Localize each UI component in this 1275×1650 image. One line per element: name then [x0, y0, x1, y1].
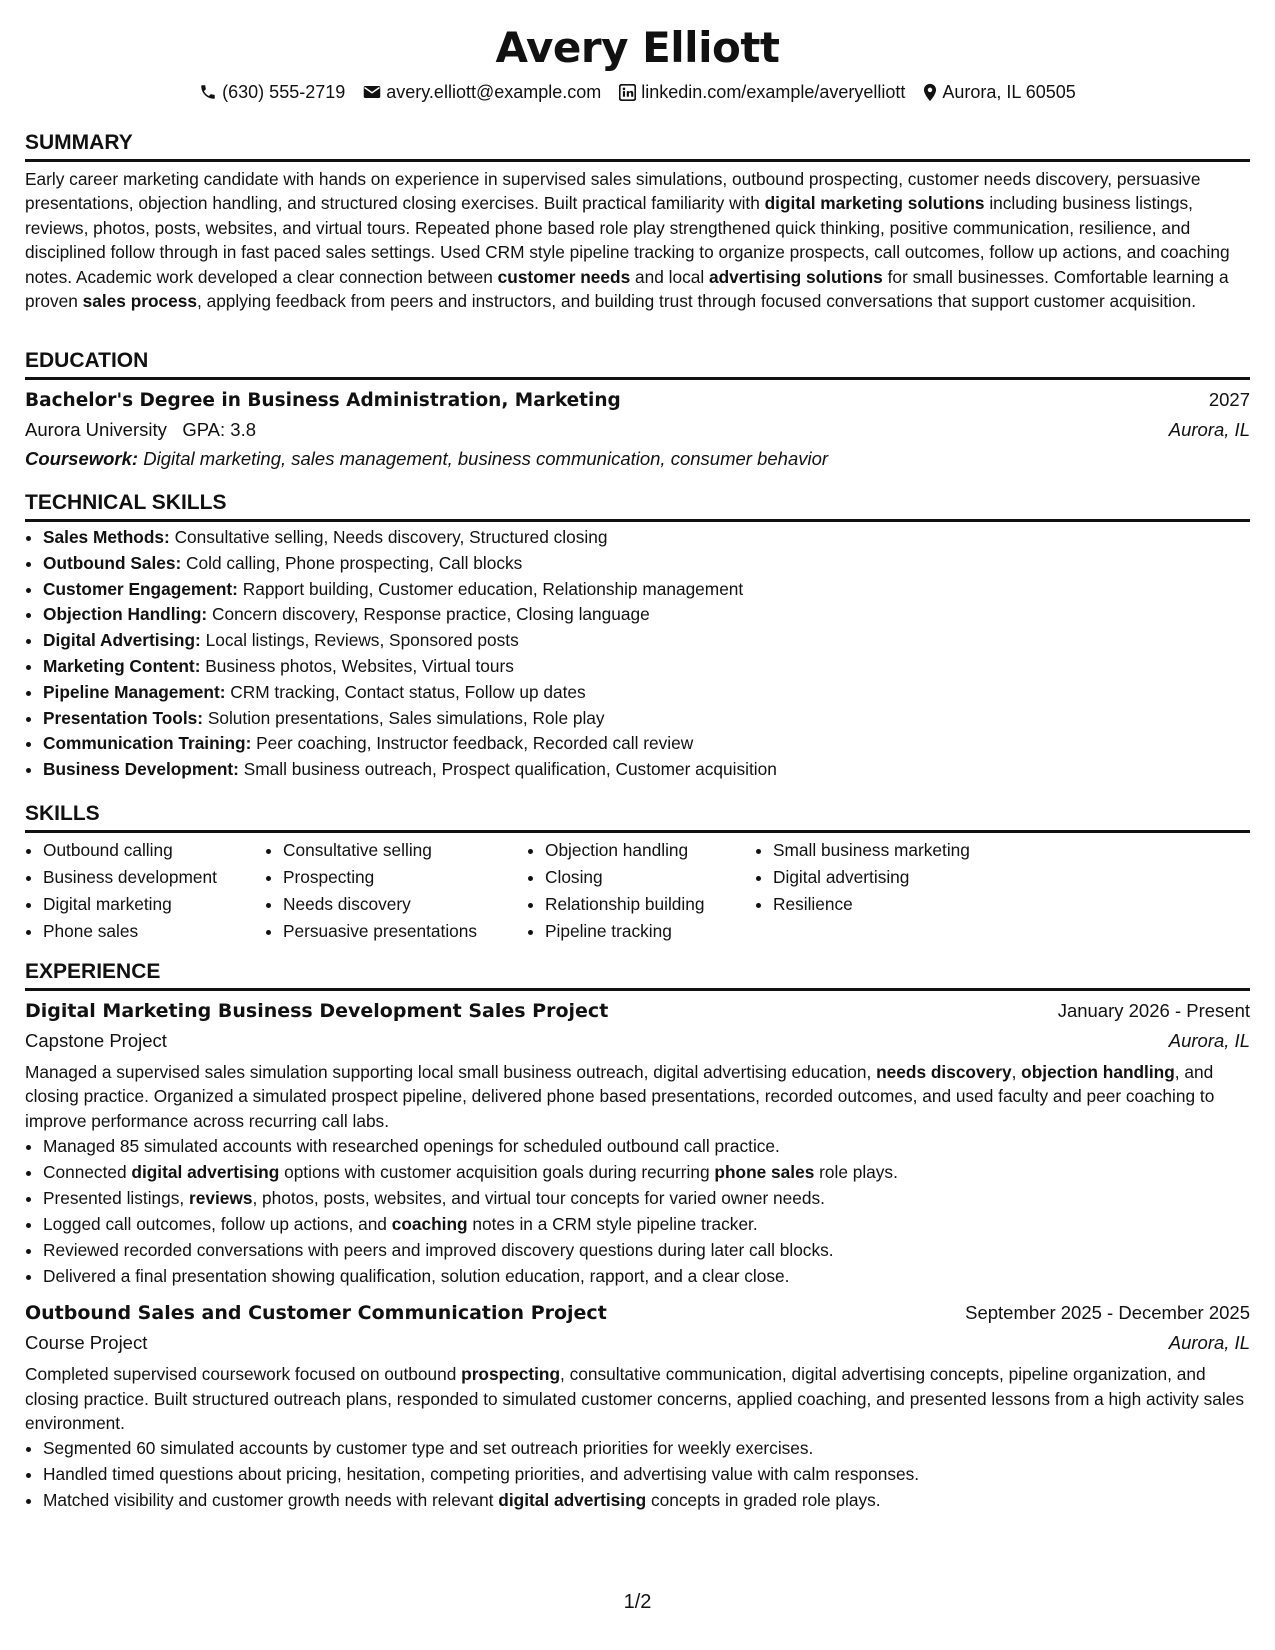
- skill-item: • Relationship building: [545, 891, 755, 918]
- experience-summary: [25, 1362, 1250, 1435]
- envelope-icon: [363, 84, 381, 100]
- section-title-technical-skills: TECHNICAL SKILLS: [25, 490, 1250, 522]
- text-run: Reviewed recorded conversations with peers and improved discovery questions during later call blocks.: [43, 1240, 834, 1261]
- technical-skill-value: CRM tracking, Contact status, Follow up dates: [225, 681, 586, 702]
- skills-section: [25, 801, 1250, 945]
- technical-skill-value: Solution presentations, Sales simulations, Role play: [203, 707, 605, 728]
- technical-skill-value: Small business outreach, Prospect qualification, Customer acquisition: [238, 759, 777, 780]
- text-run: Connected: [43, 1162, 132, 1183]
- text-run: for small businesses. Comfortable learning a proven: [25, 266, 1229, 312]
- text-run: , consultative communication, digital advertising concepts, pipeline organization, and closing practice. Built structured outreach plans, responded to simulated customer concerns, applied coaching, and presented lessons from a high activity sales environment.: [25, 1364, 1244, 1434]
- text-run: Managed 85 simulated accounts with researched openings for scheduled outbound call practice.: [43, 1136, 780, 1157]
- experience-title: Outbound Sales and Customer Communication Project: [25, 1302, 607, 1325]
- emphasis-text: phone sales: [714, 1162, 815, 1183]
- text-run: Presented listings,: [43, 1188, 190, 1209]
- technical-skill-label: Pipeline Management:: [43, 681, 226, 702]
- text-run: Managed a supervised sales simulation supporting local small business outreach, digital advertising education,: [25, 1062, 877, 1082]
- skill-item: • Closing: [545, 864, 755, 891]
- section-title-summary: SUMMARY: [25, 130, 1250, 162]
- experience-bullet: [43, 1185, 1250, 1211]
- text-run: ,: [1011, 1062, 1022, 1082]
- technical-skill-item: [43, 628, 1250, 654]
- skills-column: [527, 837, 755, 945]
- technical-skill-value: Business photos, Websites, Virtual tours: [200, 655, 514, 676]
- technical-skill-label: Customer Engagement:: [43, 578, 238, 599]
- skill-item: • Prospecting: [283, 864, 527, 891]
- emphasis-text: objection handling: [1021, 1062, 1175, 1082]
- technical-skill-item: [43, 680, 1250, 706]
- summary-section: [25, 130, 1250, 313]
- emphasis-text: needs discovery: [876, 1062, 1012, 1082]
- experience-summary: [25, 1060, 1250, 1133]
- experience-bullet: [43, 1263, 1250, 1289]
- experience-location: Aurora, IL: [1168, 1030, 1250, 1051]
- text-run: Matched visibility and customer growth needs with relevant: [43, 1490, 499, 1511]
- skill-item: • Pipeline tracking: [545, 918, 755, 945]
- skill-item: • Digital advertising: [773, 864, 1053, 891]
- section-title-experience: EXPERIENCE: [25, 959, 1250, 991]
- emphasis-text: advertising solutions: [708, 266, 883, 287]
- section-title-skills: SKILLS: [25, 801, 1250, 833]
- experience-dates: January 2026 - Present: [1057, 1000, 1250, 1021]
- experience-organization: Course Project: [25, 1332, 148, 1354]
- phone-icon: [199, 83, 217, 101]
- experience-bullets: [25, 1133, 1250, 1289]
- technical-skills-section: [25, 490, 1250, 783]
- coursework-label: Coursework:: [25, 448, 139, 469]
- technical-skill-item: [43, 654, 1250, 680]
- contact-email: [363, 80, 601, 104]
- technical-skill-label: Presentation Tools:: [43, 707, 204, 728]
- degree-title: Bachelor's Degree in Business Administration, Marketing: [25, 390, 621, 411]
- text-run: Completed supervised coursework focused on outbound: [25, 1364, 462, 1385]
- skill-item: • Objection handling: [545, 837, 755, 864]
- skill-item: • Business development: [43, 864, 265, 891]
- technical-skill-item: [43, 706, 1250, 732]
- contact-phone: [199, 80, 345, 104]
- linkedin-link[interactable]: linkedin.com/example/averyelliott: [641, 82, 906, 102]
- text-run: options with customer acquisition goals during recurring: [279, 1162, 715, 1183]
- text-run: notes in a CRM style pipeline tracker.: [467, 1214, 758, 1235]
- technical-skill-item: [43, 577, 1250, 603]
- text-run: Logged call outcomes, follow up actions, and: [43, 1214, 392, 1235]
- experience-item: [25, 1298, 1250, 1513]
- skills-grid: [25, 837, 1250, 945]
- education-section: [25, 348, 1250, 474]
- experience-bullet: [43, 1487, 1250, 1513]
- location-text: Aurora, IL 60505: [942, 82, 1076, 102]
- experience-organization: Capstone Project: [25, 1030, 167, 1051]
- skill-item: • Resilience: [773, 891, 1053, 918]
- school-name: Aurora University: [25, 419, 167, 440]
- technical-skill-value: Concern discovery, Response practice, Closing language: [207, 604, 650, 625]
- skill-item: • Phone sales: [43, 918, 265, 945]
- text-run: Early career marketing candidate with hands on experience in supervised sales simulations, outbound prospecting, customer needs discovery, persuasive presentations, objection handling, and structured closing exercises. Built practical familiarity with: [25, 169, 1201, 214]
- skill-item: • Consultative selling: [283, 837, 527, 864]
- emphasis-text: digital advertising: [498, 1490, 647, 1511]
- text-run: , photos, posts, websites, and virtual tour concepts for varied owner needs.: [252, 1188, 825, 1209]
- skill-item: • Outbound calling: [43, 837, 265, 864]
- technical-skill-label: Sales Methods:: [43, 527, 170, 547]
- experience-bullet: [43, 1237, 1250, 1263]
- technical-skill-value: Consultative selling, Needs discovery, Structured closing: [169, 527, 608, 547]
- skill-item: • Persuasive presentations: [283, 918, 527, 945]
- text-run: , applying feedback from peers and instructors, and building trust through focused conversations that support customer acquisition.: [196, 291, 1197, 312]
- page-number: 1/2: [623, 1591, 652, 1613]
- skill-item: • Small business marketing: [773, 837, 1053, 864]
- skill-item: • Digital marketing: [43, 891, 265, 918]
- text-run: Segmented 60 simulated accounts by customer type and set outreach priorities for weekly exercises.: [43, 1438, 814, 1459]
- map-pin-icon: [923, 83, 937, 102]
- experience-bullet: [43, 1435, 1250, 1461]
- contact-bar: [25, 80, 1250, 104]
- technical-skill-value: Cold calling, Phone prospecting, Call blocks: [181, 552, 523, 573]
- technical-skill-item: [43, 551, 1250, 577]
- gpa: GPA: 3.8: [182, 419, 257, 440]
- text-run: concepts in graded role plays.: [646, 1490, 881, 1511]
- graduation-year: 2027: [1208, 389, 1250, 410]
- technical-skill-label: Communication Training:: [43, 733, 252, 754]
- technical-skill-item: [43, 731, 1250, 757]
- technical-skill-item: [43, 525, 1250, 551]
- technical-skill-label: Business Development:: [43, 759, 239, 780]
- experience-bullet: [43, 1133, 1250, 1159]
- emphasis-text: sales process: [82, 291, 197, 312]
- text-run: role plays.: [814, 1162, 898, 1183]
- skills-column: [265, 837, 527, 945]
- candidate-name: Avery Elliott: [495, 23, 780, 72]
- experience-header: [25, 996, 1250, 1026]
- skills-column: [25, 837, 265, 945]
- emphasis-text: digital marketing solutions: [764, 193, 985, 214]
- text-run: including business listings, reviews, photos, posts, websites, and virtual tours. Repeated phone based role play strengthened quick thinking, positive communication, resilience, and disciplined follow through in fast paced sales settings. Used CRM style pipeline tracking to organize prospects, call outcomes, follow up actions, and coaching notes. Academic work developed a clear connection between: [25, 193, 1230, 287]
- experience-bullet: [43, 1159, 1250, 1185]
- emphasis-text: prospecting: [461, 1364, 561, 1385]
- experience-subheader: [25, 1328, 1250, 1358]
- experience-bullet: [43, 1211, 1250, 1237]
- linkedin-icon: [619, 84, 636, 101]
- experience-subheader: [25, 1026, 1250, 1056]
- summary-text: [25, 167, 1250, 313]
- experience-title: Digital Marketing Business Development Sales Project: [25, 1000, 609, 1022]
- experience-dates: September 2025 - December 2025: [965, 1302, 1250, 1324]
- technical-skills-list: [25, 525, 1250, 783]
- text-run: , and closing practice. Organized a simulated prospect pipeline, delivered phone based presentations, recorded outcomes, and used faculty and peer coaching to improve performance across recurring call labs.: [25, 1062, 1215, 1131]
- technical-skill-value: Rapport building, Customer education, Relationship management: [237, 578, 744, 599]
- school-location: Aurora, IL: [1168, 419, 1250, 440]
- resume-page: [25, 0, 1250, 1650]
- technical-skill-label: Objection Handling:: [43, 604, 208, 625]
- experience-bullet: [43, 1461, 1250, 1487]
- technical-skill-value: Peer coaching, Instructor feedback, Recorded call review: [251, 733, 694, 754]
- section-title-education: EDUCATION: [25, 348, 1250, 380]
- skill-item: • Needs discovery: [283, 891, 527, 918]
- coursework-line: [25, 444, 1250, 474]
- technical-skill-label: Digital Advertising:: [43, 630, 201, 651]
- text-run: and local: [630, 266, 709, 287]
- text-run: Handled timed questions about pricing, hesitation, competing priorities, and advertising value with calm responses.: [43, 1464, 920, 1485]
- contact-linkedin: [619, 80, 905, 104]
- email-link[interactable]: avery.elliott@example.com: [386, 82, 602, 102]
- experience-header: [25, 1298, 1250, 1328]
- emphasis-text: customer needs: [497, 266, 631, 287]
- skills-column: [755, 837, 1053, 945]
- experience-bullets: [25, 1435, 1250, 1513]
- emphasis-text: reviews: [189, 1188, 253, 1209]
- technical-skill-label: Marketing Content:: [43, 655, 201, 676]
- experience-location: Aurora, IL: [1168, 1332, 1250, 1354]
- emphasis-text: coaching: [391, 1214, 468, 1235]
- text-run: Delivered a final presentation showing qualification, solution education, rapport, and a clear close.: [43, 1266, 790, 1287]
- technical-skill-item: [43, 602, 1250, 628]
- experience-item: [25, 996, 1250, 1289]
- experience-list: [25, 996, 1250, 1513]
- technical-skill-value: Local listings, Reviews, Sponsored posts: [200, 630, 519, 651]
- emphasis-text: digital advertising: [131, 1162, 280, 1183]
- school-line: [25, 415, 256, 444]
- technical-skill-item: [43, 757, 1250, 783]
- technical-skill-label: Outbound Sales:: [43, 552, 182, 573]
- contact-location: [923, 80, 1075, 104]
- coursework-list: Digital marketing, sales management, business communication, consumer behavior: [143, 448, 829, 469]
- phone-text[interactable]: (630) 555-2719: [222, 82, 346, 102]
- experience-section: [25, 959, 1250, 1513]
